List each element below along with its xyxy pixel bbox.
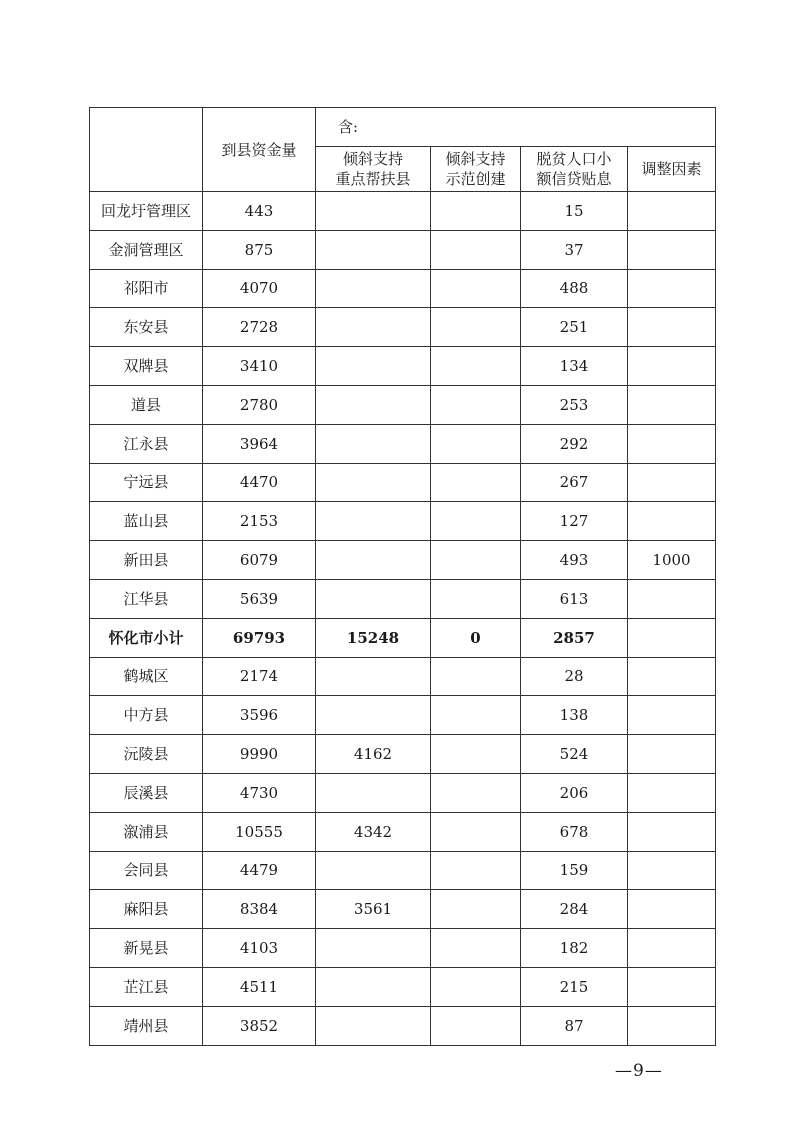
cell-tilt-demo <box>431 696 521 735</box>
cell-name: 辰溪县 <box>90 773 203 812</box>
header-row-1 <box>90 108 716 147</box>
table-body <box>90 192 716 1046</box>
cell-tilt-demo <box>431 347 521 386</box>
cell-tilt-key <box>316 230 431 269</box>
cell-funds: 3410 <box>203 347 316 386</box>
cell-tilt-key: 15248 <box>316 618 431 657</box>
table-row <box>90 735 716 774</box>
cell-funds: 4070 <box>203 269 316 308</box>
cell-loan: 134 <box>521 347 628 386</box>
cell-adjust <box>628 773 716 812</box>
cell-name: 祁阳市 <box>90 269 203 308</box>
cell-funds: 6079 <box>203 541 316 580</box>
subtotal-row <box>90 618 716 657</box>
cell-funds: 443 <box>203 192 316 231</box>
cell-adjust <box>628 696 716 735</box>
cell-adjust <box>628 929 716 968</box>
cell-tilt-demo <box>431 735 521 774</box>
cell-adjust: 1000 <box>628 541 716 580</box>
cell-funds: 2728 <box>203 308 316 347</box>
cell-tilt-demo <box>431 851 521 890</box>
cell-name: 鹤城区 <box>90 657 203 696</box>
cell-tilt-key <box>316 1006 431 1045</box>
cell-adjust <box>628 308 716 347</box>
cell-adjust <box>628 269 716 308</box>
cell-adjust <box>628 967 716 1006</box>
cell-funds: 4511 <box>203 967 316 1006</box>
cell-tilt-demo: 0 <box>431 618 521 657</box>
cell-funds: 3964 <box>203 424 316 463</box>
table-row <box>90 463 716 502</box>
cell-loan: 182 <box>521 929 628 968</box>
cell-funds: 2174 <box>203 657 316 696</box>
cell-name: 江永县 <box>90 424 203 463</box>
cell-tilt-key <box>316 967 431 1006</box>
table-row <box>90 192 716 231</box>
table-row <box>90 929 716 968</box>
cell-tilt-demo <box>431 890 521 929</box>
cell-tilt-key <box>316 541 431 580</box>
cell-tilt-demo <box>431 812 521 851</box>
cell-loan: 37 <box>521 230 628 269</box>
cell-name: 回龙圩管理区 <box>90 192 203 231</box>
cell-loan: 127 <box>521 502 628 541</box>
cell-funds: 69793 <box>203 618 316 657</box>
cell-adjust <box>628 735 716 774</box>
cell-loan: 267 <box>521 463 628 502</box>
cell-loan: 253 <box>521 385 628 424</box>
cell-funds: 8384 <box>203 890 316 929</box>
table-row <box>90 269 716 308</box>
cell-tilt-key <box>316 502 431 541</box>
cell-loan: 488 <box>521 269 628 308</box>
cell-loan: 206 <box>521 773 628 812</box>
funds-allocation-table <box>89 107 716 1046</box>
table-row <box>90 967 716 1006</box>
cell-tilt-key <box>316 657 431 696</box>
header-adjust: 调整因素 <box>628 147 716 192</box>
table-row <box>90 657 716 696</box>
table-row <box>90 502 716 541</box>
cell-name: 江华县 <box>90 579 203 618</box>
table-row <box>90 230 716 269</box>
cell-loan: 2857 <box>521 618 628 657</box>
header-county-blank <box>90 108 203 192</box>
cell-tilt-key <box>316 773 431 812</box>
cell-loan: 159 <box>521 851 628 890</box>
header-loan-subsidy: 脱贫人口小 额信贷贴息 <box>521 147 628 192</box>
header-funds: 到县资金量 <box>203 108 316 192</box>
cell-tilt-demo <box>431 967 521 1006</box>
cell-tilt-key <box>316 347 431 386</box>
table-row <box>90 308 716 347</box>
cell-tilt-key: 3561 <box>316 890 431 929</box>
cell-name: 怀化市小计 <box>90 618 203 657</box>
cell-adjust <box>628 385 716 424</box>
cell-funds: 10555 <box>203 812 316 851</box>
cell-tilt-demo <box>431 385 521 424</box>
cell-funds: 3852 <box>203 1006 316 1045</box>
cell-adjust <box>628 890 716 929</box>
cell-loan: 524 <box>521 735 628 774</box>
cell-tilt-demo <box>431 502 521 541</box>
header-tilt-key: 倾斜支持 重点帮扶县 <box>316 147 431 192</box>
cell-adjust <box>628 230 716 269</box>
cell-tilt-demo <box>431 929 521 968</box>
cell-adjust <box>628 851 716 890</box>
cell-tilt-demo <box>431 579 521 618</box>
cell-adjust <box>628 424 716 463</box>
table-row <box>90 579 716 618</box>
cell-loan: 613 <box>521 579 628 618</box>
cell-funds: 5639 <box>203 579 316 618</box>
cell-adjust <box>628 192 716 231</box>
cell-loan: 284 <box>521 890 628 929</box>
cell-tilt-key <box>316 308 431 347</box>
cell-loan: 87 <box>521 1006 628 1045</box>
cell-tilt-demo <box>431 1006 521 1045</box>
cell-name: 中方县 <box>90 696 203 735</box>
cell-name: 新晃县 <box>90 929 203 968</box>
cell-funds: 4470 <box>203 463 316 502</box>
cell-tilt-key <box>316 851 431 890</box>
cell-name: 沅陵县 <box>90 735 203 774</box>
cell-tilt-key <box>316 385 431 424</box>
cell-funds: 3596 <box>203 696 316 735</box>
cell-loan: 292 <box>521 424 628 463</box>
cell-funds: 2780 <box>203 385 316 424</box>
cell-tilt-key: 4342 <box>316 812 431 851</box>
cell-funds: 4103 <box>203 929 316 968</box>
cell-adjust <box>628 1006 716 1045</box>
cell-name: 会同县 <box>90 851 203 890</box>
cell-name: 道县 <box>90 385 203 424</box>
cell-name: 双牌县 <box>90 347 203 386</box>
cell-funds: 875 <box>203 230 316 269</box>
cell-tilt-demo <box>431 269 521 308</box>
table-row <box>90 424 716 463</box>
cell-loan: 215 <box>521 967 628 1006</box>
cell-tilt-key <box>316 579 431 618</box>
cell-tilt-key <box>316 696 431 735</box>
cell-adjust <box>628 579 716 618</box>
header-including: 含: <box>316 108 716 147</box>
table-row <box>90 851 716 890</box>
cell-tilt-demo <box>431 308 521 347</box>
cell-tilt-demo <box>431 230 521 269</box>
cell-name: 芷江县 <box>90 967 203 1006</box>
table-row <box>90 541 716 580</box>
cell-loan: 138 <box>521 696 628 735</box>
table-row <box>90 1006 716 1045</box>
cell-funds: 4730 <box>203 773 316 812</box>
page-number: —9— <box>615 1061 663 1081</box>
cell-tilt-demo <box>431 463 521 502</box>
cell-tilt-key <box>316 192 431 231</box>
cell-name: 金洞管理区 <box>90 230 203 269</box>
cell-name: 蓝山县 <box>90 502 203 541</box>
table-row <box>90 347 716 386</box>
cell-adjust <box>628 463 716 502</box>
cell-name: 靖州县 <box>90 1006 203 1045</box>
table-row <box>90 773 716 812</box>
cell-loan: 28 <box>521 657 628 696</box>
table-row <box>90 812 716 851</box>
cell-adjust <box>628 347 716 386</box>
cell-loan: 493 <box>521 541 628 580</box>
cell-adjust <box>628 812 716 851</box>
cell-funds: 2153 <box>203 502 316 541</box>
cell-tilt-demo <box>431 192 521 231</box>
cell-name: 溆浦县 <box>90 812 203 851</box>
cell-tilt-key: 4162 <box>316 735 431 774</box>
cell-funds: 4479 <box>203 851 316 890</box>
table-row <box>90 696 716 735</box>
cell-name: 麻阳县 <box>90 890 203 929</box>
cell-tilt-key <box>316 269 431 308</box>
cell-loan: 678 <box>521 812 628 851</box>
table-row <box>90 385 716 424</box>
cell-adjust <box>628 657 716 696</box>
cell-tilt-demo <box>431 424 521 463</box>
table-row <box>90 890 716 929</box>
cell-tilt-key <box>316 929 431 968</box>
cell-funds: 9990 <box>203 735 316 774</box>
header-tilt-demo: 倾斜支持 示范创建 <box>431 147 521 192</box>
cell-tilt-demo <box>431 541 521 580</box>
cell-tilt-demo <box>431 773 521 812</box>
cell-adjust <box>628 502 716 541</box>
cell-tilt-key <box>316 424 431 463</box>
cell-name: 新田县 <box>90 541 203 580</box>
cell-loan: 15 <box>521 192 628 231</box>
cell-tilt-key <box>316 463 431 502</box>
cell-loan: 251 <box>521 308 628 347</box>
cell-name: 东安县 <box>90 308 203 347</box>
cell-adjust <box>628 618 716 657</box>
cell-name: 宁远县 <box>90 463 203 502</box>
cell-tilt-demo <box>431 657 521 696</box>
